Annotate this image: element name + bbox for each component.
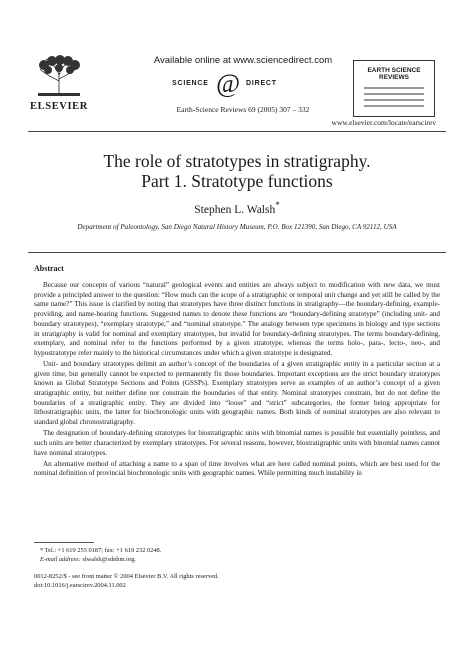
header-divider (28, 131, 446, 132)
abstract-heading: Abstract (34, 264, 64, 273)
abstract-body (34, 281, 440, 480)
email-address[interactable]: slwalsh@sdnhm.org. (82, 556, 137, 563)
author-name-text: Stephen L. Walsh (194, 203, 276, 216)
author-footnote-mark[interactable]: * (275, 200, 280, 210)
abstract-paragraph: Because our concepts of various “natural” geological events and entities are always subject to modification with new data, we must provide a principled answer to the question: “How much can the scope of a stratigraphic or temporal unit change and yet still be called by the same name?” This issue is clarified by noting that stratotypes have three distinct functions in stratigraphy—the boundary-defining, example-providing, and name-bearing functions. Suggested names to denote these functions are “boundary-defining stratotype” (including unit- and boundary stratotypes), “exemplary stratotype,” and “nominal stratotype.” The analogy between type specimens in biology and type sections in stratigraphy is valid for nominal and exemplary stratotypes, but invalid for boundary-defining stratotypes. The terms boundary-defining, exemplary, and nominal refer to the functions performed by a given stratotype, whereas the terms holo-, para-, lecto-, neo-, and hypostratotype refer mainly to the historical circumstances under which a given stratotype is designated. (34, 281, 440, 357)
author-name (100, 200, 374, 216)
footnote-contact: * Tel.: +1 619 255 0187; fax: +1 619 232 0248. (40, 547, 162, 554)
footnote-divider (34, 542, 94, 543)
email-label: E-mail address: (40, 556, 81, 563)
footnote-email (40, 556, 420, 563)
elsevier-tree-emblem-icon (34, 55, 84, 97)
author-affiliation: Department of Paleontology, San Diego Natural History Museum, P.O. Box 121390, San Diego, CA 92112, USA (77, 223, 397, 231)
article-title-line-1: The role of stratotypes in stratigraphy. (103, 151, 371, 171)
cover-decoration (364, 87, 424, 111)
doi-line[interactable]: doi:10.1016/j.earscirev.2004.11.002 (34, 582, 126, 589)
sd-logo-right-word: DIRECT (246, 80, 277, 87)
sd-logo-at-symbol: @ (216, 69, 240, 98)
publisher-wordmark: ELSEVIER (30, 101, 88, 112)
abstract-paragraph: An alternative method of attaching a name to a span of time involves what are here called nominal points, which are best used for the nominal definition of provincial biochronologic units with geographic names. While permitting much instability in (34, 459, 440, 478)
cover-title: EARTH SCIENCE REVIEWS (367, 67, 421, 81)
issn-copyright-line: 0012-8252/$ - see front matter © 2004 Elsevier B.V. All rights reserved. (34, 573, 219, 580)
journal-url[interactable]: www.elsevier.com/locate/earscirev (331, 118, 436, 127)
article-title-line-2: Part 1. Stratotype functions (141, 171, 333, 191)
abstract-paragraph: The designation of boundary-defining stratotypes for biostratigraphic units with binomial names is possible but essentially pointless, and such units are better characterized by exemplary stratotypes. For several reasons, however, biostratigraphic units with binomial names cannot have nominal stratotypes. (34, 429, 440, 457)
available-online-text: Available online at www.sciencedirect.com (153, 55, 333, 66)
journal-cover-thumbnail (353, 60, 435, 117)
journal-reference: Earth-Science Reviews 69 (2005) 307 – 332 (176, 105, 310, 114)
abstract-divider (28, 252, 446, 253)
sciencedirect-logo (168, 69, 318, 99)
abstract-paragraph: Unit- and boundary stratotypes delimit an author’s concept of the boundaries of a given stratigraphic entity in a particular section at a given time, but generally cannot be expected to permanently fix those boundaries. Important exceptions are the strict boundary stratotypes known as Global Stratotype Sections and Points (GSSPs). Exemplary stratotypes serve as examples of an author’s concept of a given stratigraphic entity, but neither define nor constrain the boundaries of that entity. Nominal stratotypes constrain, but do not define the boundaries of a stratigraphic entity. They are divided into “loose” and “strict” subcategories, the former being appropriate for lithostratigraphic units, the latter for biochronologic units with geographic names. Both kinds of nominal stratotypes are also relevant to standard global chronostratigraphy. (34, 359, 440, 427)
elsevier-logo (28, 55, 90, 119)
sd-logo-left-word: SCIENCE (172, 80, 209, 87)
